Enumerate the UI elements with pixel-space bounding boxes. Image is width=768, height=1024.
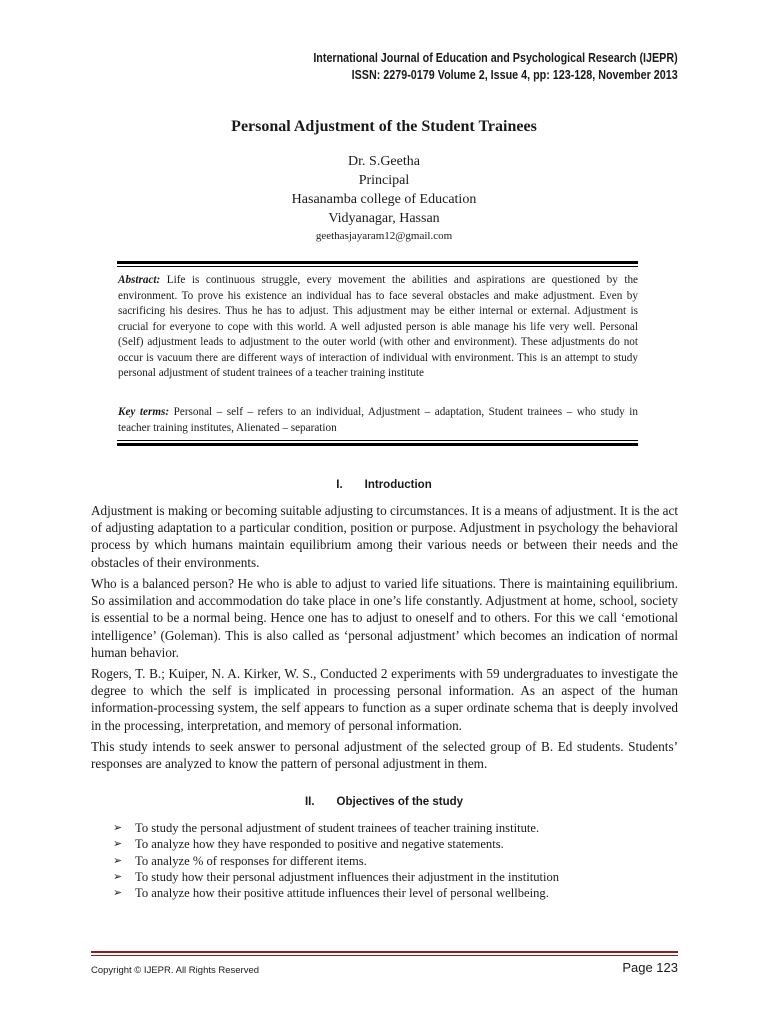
section-number: II. [304, 796, 315, 808]
section-number: I. [336, 479, 343, 491]
intro-paragraph-3: Rogers, T. B.; Kuiper, N. A. Kirker, W. S., Conducted 2 experiments with 59 undergraduates to investigate the degree to which the self is implicated in processing personal information. As an aspect of the human information-processing system, the self appears to function as a super ordinate schema that is deeply involved in the processing, interpretation, and memory of personal information. [91, 666, 678, 733]
abstract-bottom-rule [117, 443, 638, 446]
section-title: Objectives of the study [336, 796, 464, 808]
arrow-bullet-icon: ➢ [113, 837, 123, 851]
author-institution: Hasanamba college of Education [291, 192, 477, 207]
copyright: Copyright © IJEPR. All Rights Reserved [91, 965, 260, 976]
arrow-bullet-icon: ➢ [113, 869, 123, 883]
list-item [113, 885, 673, 901]
objectives-list [113, 820, 673, 901]
abstract [118, 273, 638, 382]
section-title: Introduction [364, 479, 432, 491]
objective-text: To study the personal adjustment of student trainees of teacher training institute. [135, 821, 540, 835]
footer-rule [91, 951, 678, 953]
footer-rule-thin [91, 955, 678, 956]
intro-paragraph-2: Who is a balanced person? He who is able to adjust to varied life situations. There is maintaining equilibrium. So assimilation and accommodation do take place in one’s life constantly. Adjustment at home, school, society is essential to be a normal being. Hence one has to adjust to oneself and to others. For this we call ‘emotional intelligence’ (Goleman). This is also called as ‘personal adjustment’ which becomes an indication of normal human behavior. [91, 576, 678, 660]
abstract-top-rule [117, 261, 638, 264]
key-terms-text: Personal – self – refers to an individual, Adjustment – adaptation, Student trainees – who study in teacher training institutes, Alienated – separation [118, 406, 638, 434]
objective-text: To analyze % of responses for different items. [135, 853, 367, 868]
section-heading-introduction [0, 479, 768, 491]
arrow-bullet-icon: ➢ [113, 821, 123, 834]
intro-paragraph-4: This study intends to seek answer to personal adjustment of the selected group of B. Ed students. Students’ responses are analyzed to know the pattern of personal adjustment in them. [91, 739, 678, 772]
journal-name: International Journal of Education and Psychological Research (IJEPR) [313, 51, 678, 65]
paper-title: Personal Adjustment of the Student Trainees [231, 118, 537, 135]
abstract-bottom-rule-thin [117, 440, 638, 441]
abstract-top-rule-thin [117, 266, 638, 267]
objective-text: To study how their personal adjustment influences their adjustment in the institution [135, 869, 560, 884]
author-email: geethasjayaram12@gmail.com [315, 230, 453, 242]
intro-paragraph-1: Adjustment is making or becoming suitable adjusting to circumstances. It is a means of adjustment. It is the act of adjusting adaptation to a particular condition, position or purpose. Adjustment in psychology the behavioral process by which humans maintain equilibrium among their various needs or between their needs and the obstacles of their environments. [91, 503, 678, 570]
journal-header [314, 50, 678, 84]
list-item [113, 820, 673, 836]
arrow-bullet-icon: ➢ [113, 853, 123, 867]
list-item [113, 869, 673, 885]
list-item [113, 853, 673, 869]
author-location: Vidyanagar, Hassan [328, 211, 440, 226]
list-item [113, 836, 673, 852]
key-terms-label: Key terms: [118, 406, 170, 418]
journal-issn: ISSN: 2279-0179 Volume 2, Issue 4, pp: 123-128, November 2013 [351, 68, 678, 82]
key-terms [118, 405, 638, 436]
author-block [0, 152, 768, 245]
author-name: Dr. S.Geetha [348, 154, 420, 169]
objective-text: To analyze how their positive attitude influences their level of personal wellbeing. [135, 886, 549, 901]
page-number: Page 123 [622, 960, 678, 975]
section-heading-objectives [0, 796, 768, 808]
abstract-label: Abstract: [118, 274, 161, 286]
arrow-bullet-icon: ➢ [113, 886, 123, 900]
objective-text: To analyze how they have responded to positive and negative statements. [135, 837, 504, 852]
abstract-text: Life is continuous struggle, every movement the abilities and aspirations are questioned by the environment. To prove his existence an individual has to face several obstacles and make adjustment. Even by sacrificing his desires. Thus he has to adjust. This adjustment may be either internal or external. Adjustment is crucial for everyone to cope with this world. A well adjusted person is able manage his life very well. Personal (Self) adjustment leads to adjustment to the outer world (with other and environment). These adjustments do not occur is vacuum there are different ways of interaction of individual with environment. This is an attempt to study personal adjustment of student trainees of a teacher training institute [118, 274, 639, 379]
author-position: Principal [358, 173, 410, 188]
